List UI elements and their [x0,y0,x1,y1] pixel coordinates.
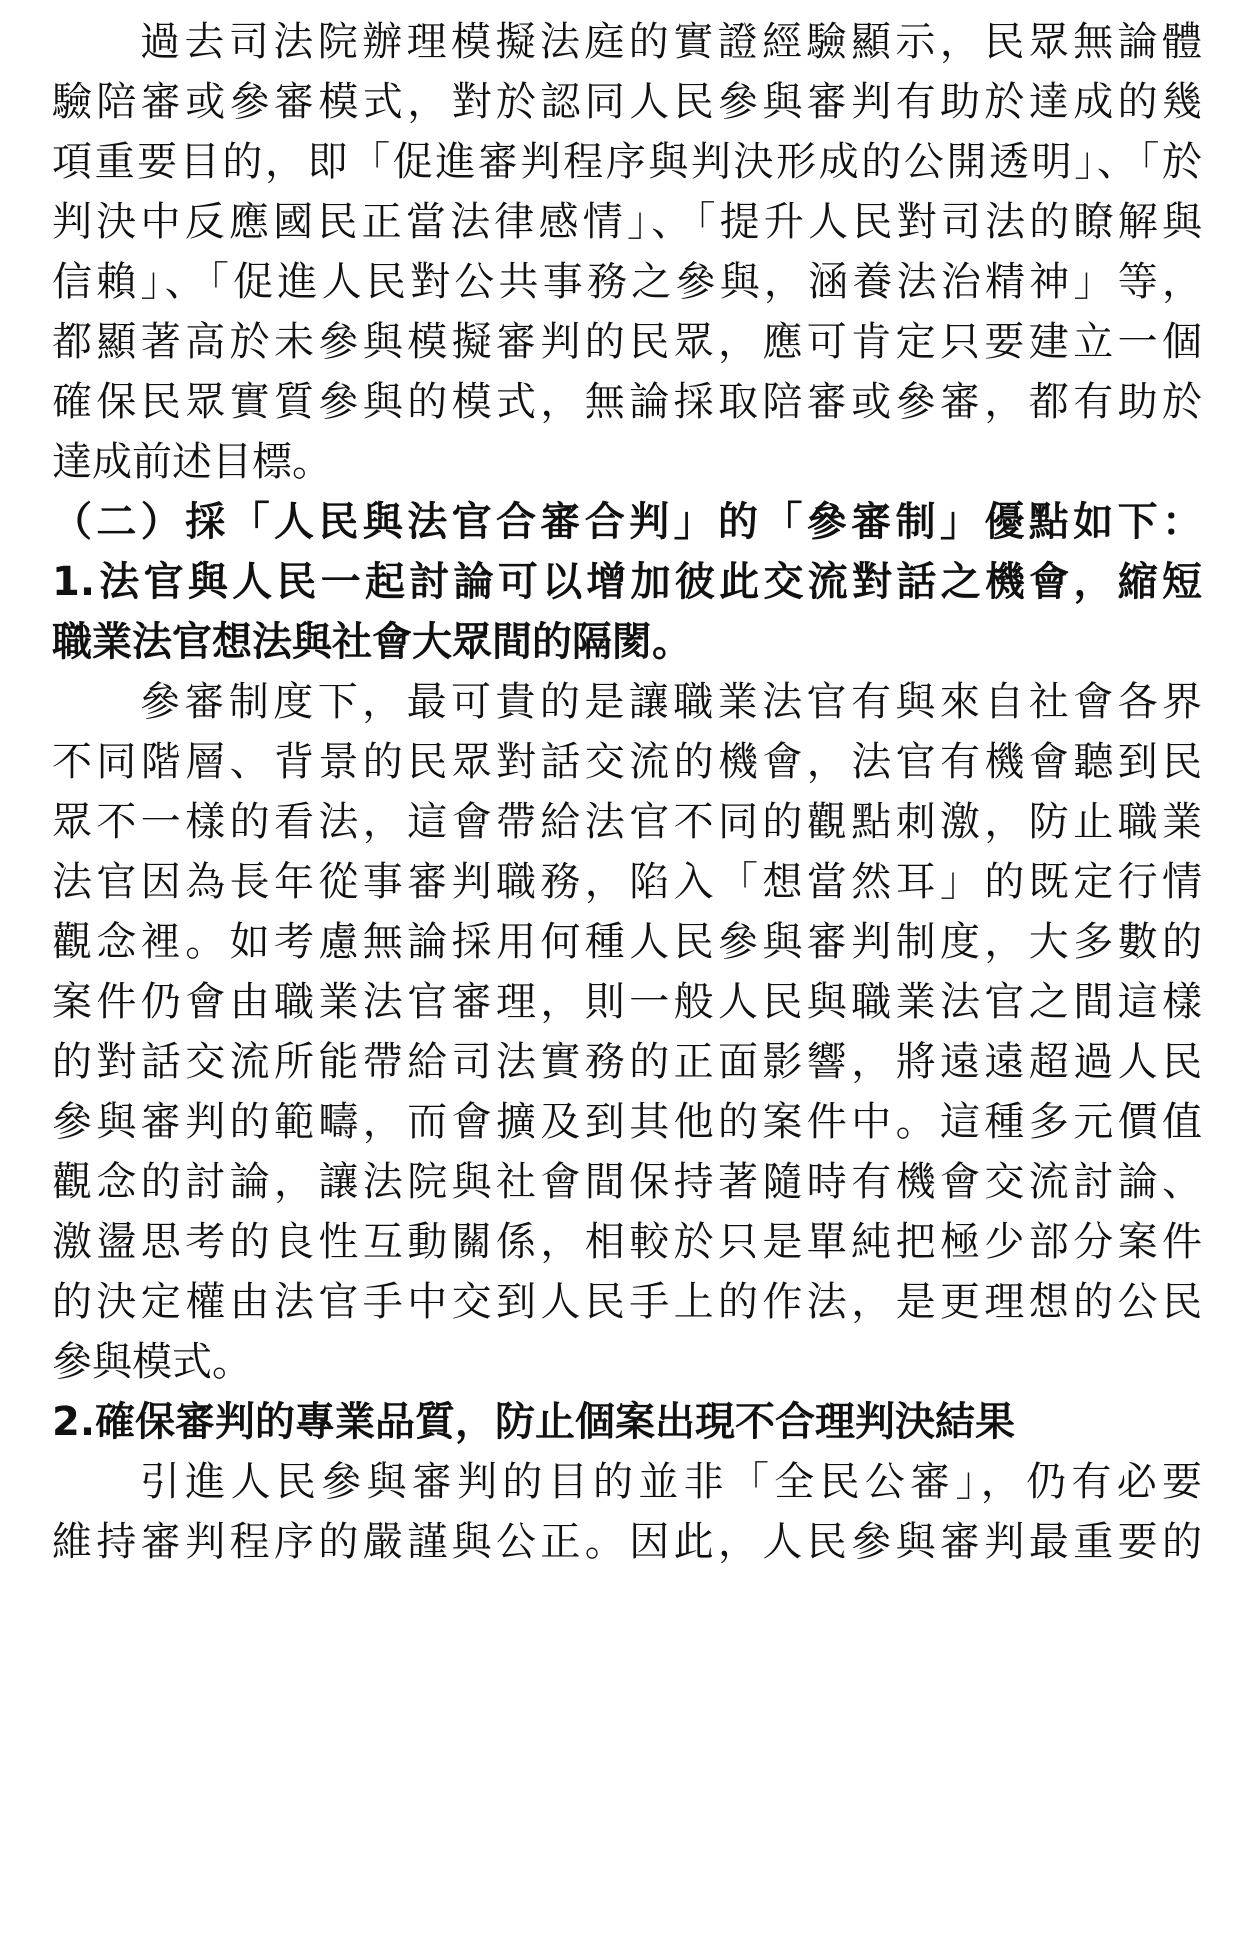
paragraph-1-line-8: 達成前述目標。 [52,439,332,485]
paragraph-1-line-3: 項重要目的，即「促進審判程序與判決形成的公開透明」、「於 [52,139,1202,185]
paragraph-1-line-7: 確保民眾實質參與的模式，無論採取陪審或參審，都有助於 [52,379,1202,425]
paragraph-1-line-5: 信賴」、「促進人民對公共事務之參與，涵養法治精神」等， [52,259,1202,305]
point-2-heading: 2.確保審判的專業品質，防止個案出現不合理判決結果 [52,1399,1016,1445]
paragraph-3-line-1: 引進人民參與審判的目的並非「全民公審」，仍有必要 [140,1459,1202,1505]
point-1-heading-line-2: 職業法官想法與社會大眾間的隔閡。 [52,619,692,665]
paragraph-2-line-6: 案件仍會由職業法官審理，則一般人民與職業法官之間這樣 [52,979,1202,1025]
paragraph-2-line-7: 的對話交流所能帶給司法實務的正面影響，將遠遠超過人民 [52,1039,1202,1085]
paragraph-2-line-4: 法官因為長年從事審判職務，陷入「想當然耳」的既定行情 [52,859,1202,905]
paragraph-2-line-2: 不同階層、背景的民眾對話交流的機會，法官有機會聽到民 [52,739,1202,785]
paragraph-2-line-1: 參審制度下，最可貴的是讓職業法官有與來自社會各界 [140,679,1202,725]
paragraph-1-line-4: 判決中反應國民正當法律感情」、「提升人民對司法的瞭解與 [52,199,1202,245]
paragraph-1-line-6: 都顯著高於未參與模擬審判的民眾，應可肯定只要建立一個 [52,319,1202,365]
paragraph-2-line-8: 參與審判的範疇，而會擴及到其他的案件中。這種多元價值 [52,1099,1202,1145]
paragraph-2-line-5: 觀念裡。如考慮無論採用何種人民參與審判制度，大多數的 [52,919,1202,965]
paragraph-1-line-1: 過去司法院辦理模擬法庭的實證經驗顯示，民眾無論體 [140,19,1202,65]
paragraph-2-line-10: 激盪思考的良性互動關係，相較於只是單純把極少部分案件 [52,1219,1202,1265]
paragraph-2-line-3: 眾不一樣的看法，這會帶給法官不同的觀點刺激，防止職業 [52,799,1202,845]
paragraph-2-line-9: 觀念的討論，讓法院與社會間保持著隨時有機會交流討論、 [52,1159,1202,1205]
point-1-heading-line-1: 1.法官與人民一起討論可以增加彼此交流對話之機會，縮短 [52,559,1202,605]
paragraph-2-line-11: 的決定權由法官手中交到人民手上的作法，是更理想的公民 [52,1279,1202,1325]
paragraph-2-line-12: 參與模式。 [52,1339,252,1385]
paragraph-1-line-2: 驗陪審或參審模式，對於認同人民參與審判有助於達成的幾 [52,79,1202,125]
section-heading: （二）採「人民與法官合審合判」的「參審制」優點如下： [52,499,1202,545]
paragraph-3-line-2: 維持審判程序的嚴謹與公正。因此，人民參與審判最重要的 [52,1519,1202,1565]
